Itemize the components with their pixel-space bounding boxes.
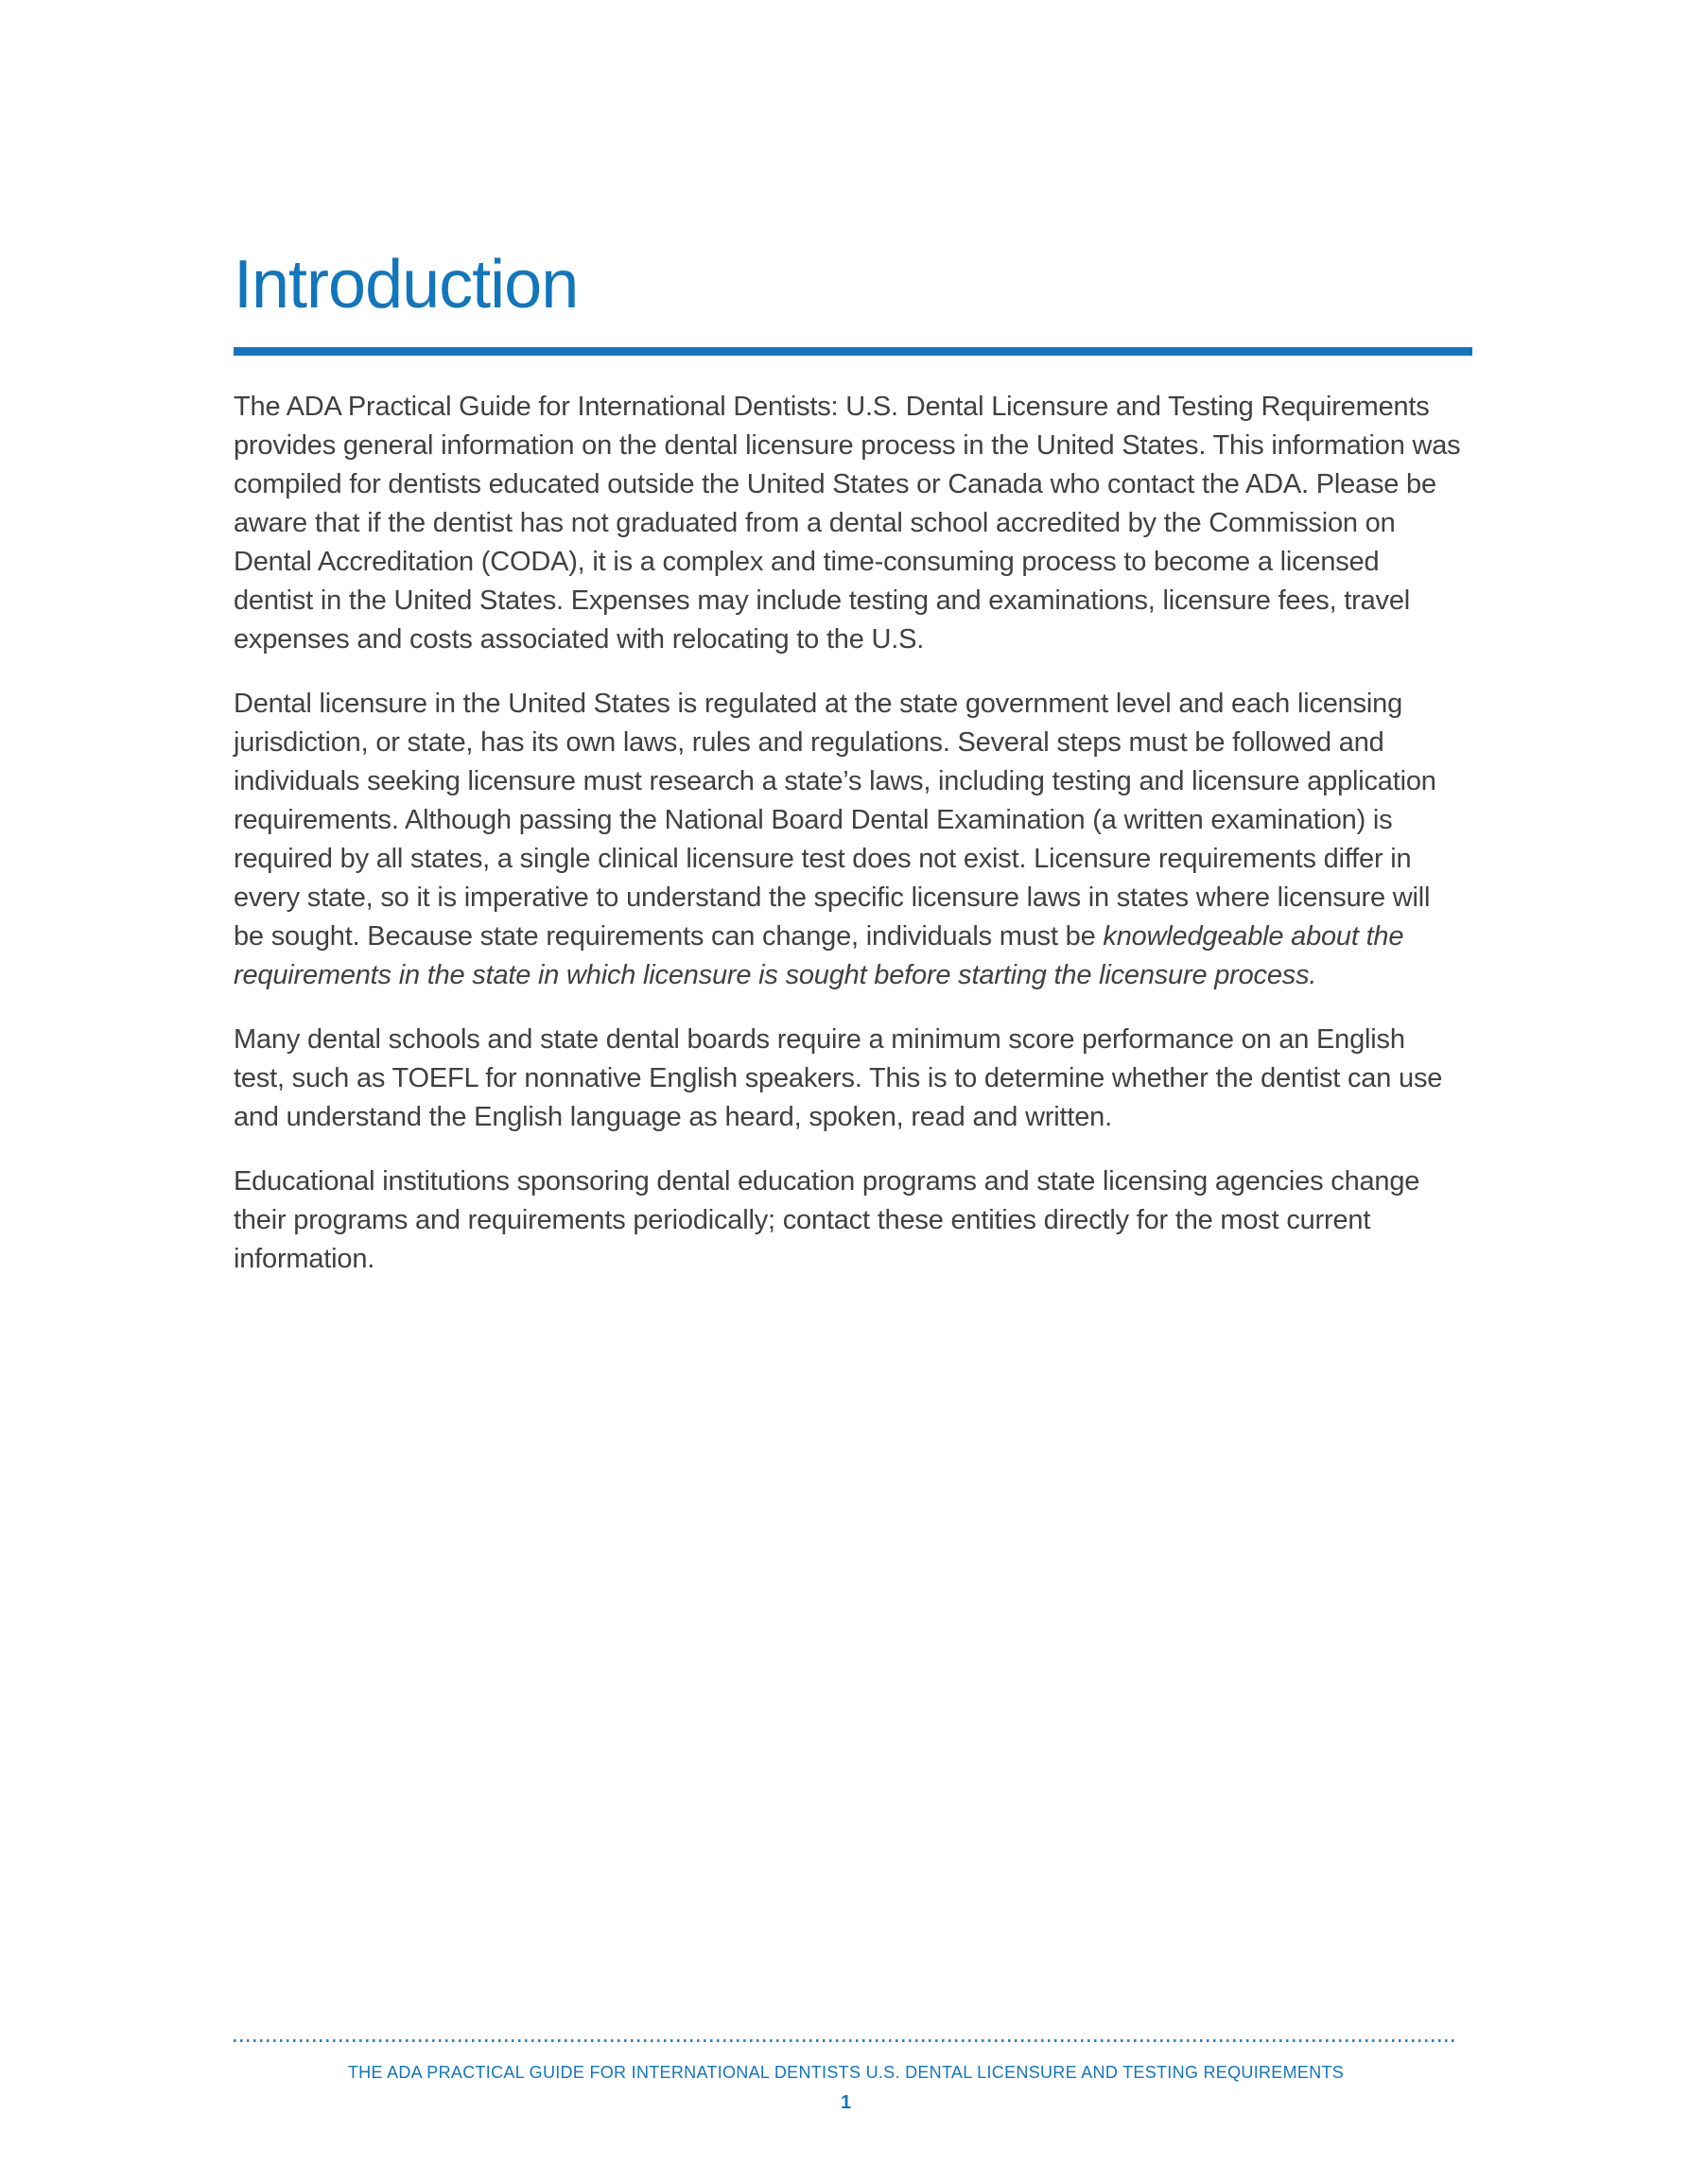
paragraph-state-regulation xyxy=(234,685,1461,995)
page-content xyxy=(234,0,1472,1304)
paragraph-intro-overview: The ADA Practical Guide for International Dentists: U.S. Dental Licensure and Testing Requirements provides general information on the dental licensure process in the United States. This information was compiled for dentists educated outside the United States or Canada who contact the ADA. Please be aware that if the dentist has not graduated from a dental school accredited by the Commission on Dental Accreditation (CODA), it is a complex and time-consuming process to become a licensed dentist in the United States. Expenses may include testing and examinations, licensure fees, travel expenses and costs associated with relocating to the U.S. xyxy=(234,392,1461,655)
page-number: 1 xyxy=(840,2092,852,2113)
paragraph-english-test: Many dental schools and state dental boards require a minimum score performance on an English test, such as TOEFL for nonnative English speakers. This is to determine whether the dentist can use and understand the English language as heard, spoken, read and written. xyxy=(234,1024,1443,1133)
page-title: Introduction xyxy=(234,247,579,323)
footer-running-title: THE ADA PRACTICAL GUIDE FOR INTERNATIONAL DENTISTS U.S. DENTAL LICENSURE AND TESTING REQUIREMENTS xyxy=(347,2063,1345,2082)
paragraph-state-regulation-emphasis: knowledgeable about the requirements in the state in which licensure is sought before starting the licensure process. xyxy=(234,921,1404,991)
paragraph-state-regulation-lead: Dental licensure in the United States is regulated at the state government level and each licensing jurisdiction, or state, has its own laws, rules and regulations. Several steps must be followed and individuals seeking licensure must research a state’s laws, including testing and licensure application requirements. Although passing the National Board Dental Examination (a written examination) is required by all states, a single clinical licensure test does not exist. Licensure requirements differ in every state, so it is imperative to understand the specific licensure laws in states where licensure will be sought. Because state requirements can change, individuals must be xyxy=(234,689,1436,952)
paragraph-contact-entities: Educational institutions sponsoring dental education programs and state licensing agencies change their programs and requirements periodically; contact these entities directly for the most current information. xyxy=(234,1166,1420,1275)
footer-dotted-rule xyxy=(234,2039,1458,2042)
page-footer xyxy=(234,2039,1458,2112)
title-underline-rule xyxy=(234,347,1472,356)
